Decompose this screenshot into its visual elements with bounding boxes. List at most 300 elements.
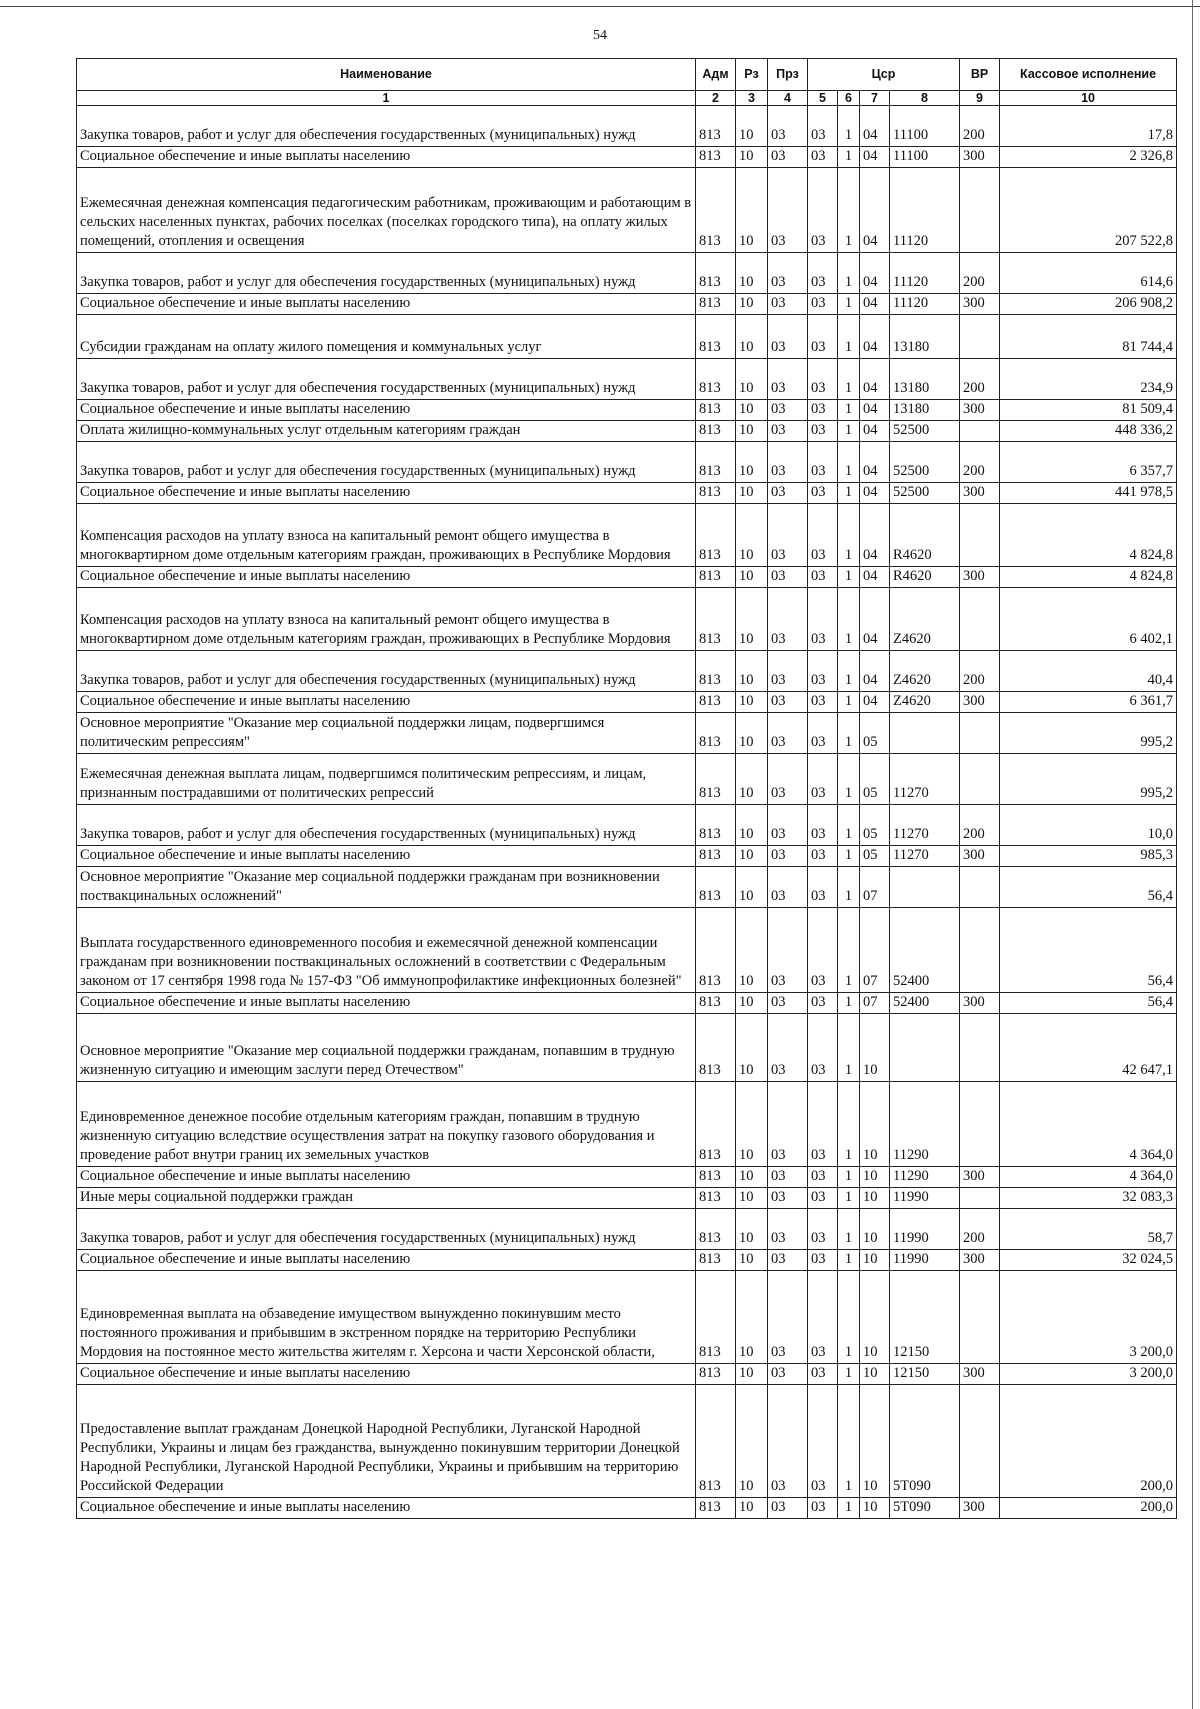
table-row xyxy=(77,315,1177,359)
row-csr-program: 03 xyxy=(808,359,838,400)
row-csr-program: 03 xyxy=(808,993,838,1014)
row-rz-code: 10 xyxy=(736,651,768,692)
header-vr: ВР xyxy=(960,59,1000,91)
row-adm-code: 813 xyxy=(696,1250,736,1271)
row-vr-code: 300 xyxy=(960,993,1000,1014)
row-csr-program: 03 xyxy=(808,1188,838,1209)
row-vr-code xyxy=(960,1188,1000,1209)
row-adm-code: 813 xyxy=(696,147,736,168)
scan-top-edge xyxy=(0,6,1200,7)
row-name: Единовременная выплата на обзаведение имуществом вынужденно покинувшим место постоянного проживания и прибывшим в экстренном порядке на территорию Республики Мордовия на постоянное место жительства жителям г. Херсона и части Херсонской области, xyxy=(77,1271,696,1364)
row-csr-subprogram: 1 xyxy=(838,421,860,442)
row-csr-event: 05 xyxy=(860,846,890,867)
row-vr-code: 300 xyxy=(960,692,1000,713)
row-adm-code: 813 xyxy=(696,908,736,993)
table-row xyxy=(77,400,1177,421)
row-csr-subprogram: 1 xyxy=(838,400,860,421)
row-vr-code: 300 xyxy=(960,147,1000,168)
table-row xyxy=(77,504,1177,567)
row-csr-direction: 11990 xyxy=(890,1188,960,1209)
row-csr-direction: 13180 xyxy=(890,400,960,421)
row-amount: 42 647,1 xyxy=(1000,1014,1177,1082)
header-amount: Кассовое исполнение xyxy=(1000,59,1177,91)
row-csr-program: 03 xyxy=(808,805,838,846)
row-name: Оплата жилищно-коммунальных услуг отдельным категориям граждан xyxy=(77,421,696,442)
row-amount: 448 336,2 xyxy=(1000,421,1177,442)
row-adm-code: 813 xyxy=(696,651,736,692)
row-rz-code: 10 xyxy=(736,1385,768,1498)
row-name: Основное мероприятие "Оказание мер социальной поддержки гражданам при возникновении поствакцинальных осложнений" xyxy=(77,867,696,908)
header-rz: Рз xyxy=(736,59,768,91)
row-csr-event: 07 xyxy=(860,993,890,1014)
row-rz-code: 10 xyxy=(736,147,768,168)
row-name: Основное мероприятие "Оказание мер социальной поддержки лицам, подвергшимся политическим репрессиям" xyxy=(77,713,696,754)
row-csr-subprogram: 1 xyxy=(838,294,860,315)
row-vr-code: 200 xyxy=(960,651,1000,692)
row-rz-code: 10 xyxy=(736,315,768,359)
row-csr-direction: 5T090 xyxy=(890,1498,960,1519)
row-prz-code: 03 xyxy=(768,1209,808,1250)
table-row xyxy=(77,483,1177,504)
row-prz-code: 03 xyxy=(768,588,808,651)
row-rz-code: 10 xyxy=(736,421,768,442)
row-name: Выплата государственного единовременного пособия и ежемесячной денежной компенсации гражданам при возникновении поствакцинальных осложнений в соответствии с Федеральным законом от 17 сентября 1998 года № 157-ФЗ "Об иммунопрофилактике инфекционных болезней" xyxy=(77,908,696,993)
row-csr-event: 10 xyxy=(860,1385,890,1498)
row-prz-code: 03 xyxy=(768,294,808,315)
row-name: Закупка товаров, работ и услуг для обеспечения государственных (муниципальных) нужд xyxy=(77,805,696,846)
row-adm-code: 813 xyxy=(696,1082,736,1167)
row-csr-subprogram: 1 xyxy=(838,442,860,483)
row-adm-code: 813 xyxy=(696,253,736,294)
row-csr-subprogram: 1 xyxy=(838,359,860,400)
row-csr-event: 10 xyxy=(860,1271,890,1364)
column-number: 5 xyxy=(808,91,838,106)
row-name: Закупка товаров, работ и услуг для обеспечения государственных (муниципальных) нужд xyxy=(77,442,696,483)
row-prz-code: 03 xyxy=(768,846,808,867)
row-amount: 4 364,0 xyxy=(1000,1167,1177,1188)
row-csr-direction: 11120 xyxy=(890,294,960,315)
row-csr-subprogram: 1 xyxy=(838,1250,860,1271)
row-name: Основное мероприятие "Оказание мер социальной поддержки гражданам, попавшим в трудную жизненную ситуацию и имеющим заслуги перед Отечеством" xyxy=(77,1014,696,1082)
row-adm-code: 813 xyxy=(696,713,736,754)
row-prz-code: 03 xyxy=(768,1250,808,1271)
row-name: Компенсация расходов на уплату взноса на капитальный ремонт общего имущества в многоквартирном доме отдельным категориям граждан, проживающих в Республике Мордовия xyxy=(77,504,696,567)
table-row xyxy=(77,1082,1177,1167)
row-csr-subprogram: 1 xyxy=(838,1271,860,1364)
row-name: Социальное обеспечение и иные выплаты населению xyxy=(77,1167,696,1188)
row-name: Закупка товаров, работ и услуг для обеспечения государственных (муниципальных) нужд xyxy=(77,253,696,294)
table-row xyxy=(77,1498,1177,1519)
row-csr-subprogram: 1 xyxy=(838,692,860,713)
row-rz-code: 10 xyxy=(736,567,768,588)
table-row xyxy=(77,1271,1177,1364)
row-csr-event: 04 xyxy=(860,692,890,713)
row-amount: 10,0 xyxy=(1000,805,1177,846)
row-amount: 4 824,8 xyxy=(1000,567,1177,588)
row-csr-subprogram: 1 xyxy=(838,805,860,846)
row-csr-direction: 52500 xyxy=(890,442,960,483)
row-csr-direction: 52500 xyxy=(890,483,960,504)
header-prz: Прз xyxy=(768,59,808,91)
row-vr-code xyxy=(960,1385,1000,1498)
row-csr-direction: 11100 xyxy=(890,106,960,147)
row-rz-code: 10 xyxy=(736,1188,768,1209)
table-row xyxy=(77,588,1177,651)
row-csr-program: 03 xyxy=(808,713,838,754)
row-csr-direction: 11120 xyxy=(890,253,960,294)
row-csr-subprogram: 1 xyxy=(838,1209,860,1250)
row-amount: 32 083,3 xyxy=(1000,1188,1177,1209)
row-amount: 200,0 xyxy=(1000,1498,1177,1519)
row-adm-code: 813 xyxy=(696,588,736,651)
row-adm-code: 813 xyxy=(696,846,736,867)
row-amount: 58,7 xyxy=(1000,1209,1177,1250)
row-prz-code: 03 xyxy=(768,442,808,483)
scan-right-edge xyxy=(1192,0,1193,1709)
row-adm-code: 813 xyxy=(696,442,736,483)
column-number: 8 xyxy=(890,91,960,106)
row-name: Закупка товаров, работ и услуг для обеспечения государственных (муниципальных) нужд xyxy=(77,106,696,147)
row-vr-code: 200 xyxy=(960,253,1000,294)
column-number: 7 xyxy=(860,91,890,106)
row-csr-program: 03 xyxy=(808,692,838,713)
row-csr-direction: 11270 xyxy=(890,805,960,846)
row-name: Закупка товаров, работ и услуг для обеспечения государственных (муниципальных) нужд xyxy=(77,359,696,400)
row-csr-event: 04 xyxy=(860,147,890,168)
row-name: Социальное обеспечение и иные выплаты населению xyxy=(77,400,696,421)
row-rz-code: 10 xyxy=(736,1271,768,1364)
row-csr-program: 03 xyxy=(808,1167,838,1188)
row-adm-code: 813 xyxy=(696,106,736,147)
row-rz-code: 10 xyxy=(736,588,768,651)
row-amount: 614,6 xyxy=(1000,253,1177,294)
row-name: Предоставление выплат гражданам Донецкой Народной Республики, Луганской Народной Республики, Украины и лицам без гражданства, вынужденно покинувшим территории Донецкой Народной Республики, Луганской Народной Республики, Украины и прибывшим на территорию Российской Федерации xyxy=(77,1385,696,1498)
row-csr-event: 04 xyxy=(860,421,890,442)
table-row xyxy=(77,908,1177,993)
row-csr-direction: Z4620 xyxy=(890,692,960,713)
row-csr-program: 03 xyxy=(808,846,838,867)
row-vr-code xyxy=(960,867,1000,908)
row-name: Ежемесячная денежная компенсация педагогическим работникам, проживающим и работающим в сельских населенных пунктах, рабочих поселках (поселках городского типа), на оплату жилых помещений, отопления и освещения xyxy=(77,168,696,253)
row-adm-code: 813 xyxy=(696,1188,736,1209)
row-adm-code: 813 xyxy=(696,1209,736,1250)
row-vr-code xyxy=(960,908,1000,993)
row-csr-subprogram: 1 xyxy=(838,1385,860,1498)
row-vr-code xyxy=(960,1014,1000,1082)
table-row xyxy=(77,294,1177,315)
table-row xyxy=(77,1167,1177,1188)
row-vr-code: 200 xyxy=(960,359,1000,400)
row-name: Социальное обеспечение и иные выплаты населению xyxy=(77,1498,696,1519)
row-vr-code xyxy=(960,1082,1000,1167)
column-number: 2 xyxy=(696,91,736,106)
row-prz-code: 03 xyxy=(768,1188,808,1209)
row-amount: 17,8 xyxy=(1000,106,1177,147)
row-csr-direction: R4620 xyxy=(890,504,960,567)
row-adm-code: 813 xyxy=(696,315,736,359)
row-csr-direction xyxy=(890,1014,960,1082)
row-prz-code: 03 xyxy=(768,993,808,1014)
row-name: Единовременное денежное пособие отдельным категориям граждан, попавшим в трудную жизненную ситуацию вследствие осуществления затрат на покупку газового оборудования и проведение работ внутри границ их земельных участков xyxy=(77,1082,696,1167)
row-rz-code: 10 xyxy=(736,1209,768,1250)
row-prz-code: 03 xyxy=(768,253,808,294)
row-csr-subprogram: 1 xyxy=(838,168,860,253)
row-csr-direction: 12150 xyxy=(890,1364,960,1385)
row-prz-code: 03 xyxy=(768,908,808,993)
row-rz-code: 10 xyxy=(736,483,768,504)
row-adm-code: 813 xyxy=(696,483,736,504)
row-amount: 3 200,0 xyxy=(1000,1364,1177,1385)
column-number: 4 xyxy=(768,91,808,106)
row-csr-program: 03 xyxy=(808,754,838,805)
row-rz-code: 10 xyxy=(736,106,768,147)
table-row xyxy=(77,713,1177,754)
row-csr-direction: 52400 xyxy=(890,993,960,1014)
row-csr-event: 10 xyxy=(860,1167,890,1188)
row-csr-event: 05 xyxy=(860,754,890,805)
row-adm-code: 813 xyxy=(696,1364,736,1385)
row-csr-program: 03 xyxy=(808,253,838,294)
row-vr-code: 200 xyxy=(960,106,1000,147)
row-csr-direction: 11270 xyxy=(890,846,960,867)
table-row xyxy=(77,1385,1177,1498)
header-name: Наименование xyxy=(77,59,696,91)
row-rz-code: 10 xyxy=(736,400,768,421)
row-csr-subprogram: 1 xyxy=(838,1167,860,1188)
row-rz-code: 10 xyxy=(736,805,768,846)
row-prz-code: 03 xyxy=(768,805,808,846)
row-vr-code: 200 xyxy=(960,442,1000,483)
row-adm-code: 813 xyxy=(696,754,736,805)
row-csr-direction: 12150 xyxy=(890,1271,960,1364)
row-csr-event: 04 xyxy=(860,651,890,692)
row-csr-event: 10 xyxy=(860,1498,890,1519)
table-row xyxy=(77,442,1177,483)
row-vr-code: 300 xyxy=(960,1167,1000,1188)
row-csr-program: 03 xyxy=(808,147,838,168)
row-csr-subprogram: 1 xyxy=(838,567,860,588)
table-row xyxy=(77,359,1177,400)
row-adm-code: 813 xyxy=(696,400,736,421)
row-amount: 6 361,7 xyxy=(1000,692,1177,713)
row-rz-code: 10 xyxy=(736,993,768,1014)
row-rz-code: 10 xyxy=(736,442,768,483)
row-csr-program: 03 xyxy=(808,1250,838,1271)
row-name: Социальное обеспечение и иные выплаты населению xyxy=(77,294,696,315)
row-prz-code: 03 xyxy=(768,1498,808,1519)
row-adm-code: 813 xyxy=(696,294,736,315)
table-row xyxy=(77,168,1177,253)
row-prz-code: 03 xyxy=(768,1082,808,1167)
row-prz-code: 03 xyxy=(768,147,808,168)
row-csr-event: 04 xyxy=(860,359,890,400)
row-vr-code: 200 xyxy=(960,1209,1000,1250)
row-csr-subprogram: 1 xyxy=(838,106,860,147)
row-csr-subprogram: 1 xyxy=(838,754,860,805)
row-csr-event: 10 xyxy=(860,1250,890,1271)
row-prz-code: 03 xyxy=(768,1167,808,1188)
table-row xyxy=(77,1209,1177,1250)
row-adm-code: 813 xyxy=(696,1498,736,1519)
row-csr-direction: 52400 xyxy=(890,908,960,993)
row-amount: 200,0 xyxy=(1000,1385,1177,1498)
row-vr-code: 300 xyxy=(960,846,1000,867)
row-prz-code: 03 xyxy=(768,106,808,147)
table-row xyxy=(77,106,1177,147)
row-prz-code: 03 xyxy=(768,1364,808,1385)
row-rz-code: 10 xyxy=(736,504,768,567)
table-row xyxy=(77,846,1177,867)
header-adm: Адм xyxy=(696,59,736,91)
row-csr-subprogram: 1 xyxy=(838,651,860,692)
row-csr-event: 04 xyxy=(860,253,890,294)
row-name: Компенсация расходов на уплату взноса на капитальный ремонт общего имущества в многоквартирном доме отдельным категориям граждан, проживающих в Республике Мордовия xyxy=(77,588,696,651)
row-csr-subprogram: 1 xyxy=(838,504,860,567)
row-amount: 4 824,8 xyxy=(1000,504,1177,567)
budget-execution-table xyxy=(76,58,1177,1519)
row-name: Иные меры социальной поддержки граждан xyxy=(77,1188,696,1209)
row-name: Социальное обеспечение и иные выплаты населению xyxy=(77,1364,696,1385)
row-csr-program: 03 xyxy=(808,442,838,483)
row-csr-subprogram: 1 xyxy=(838,253,860,294)
row-adm-code: 813 xyxy=(696,867,736,908)
row-prz-code: 03 xyxy=(768,692,808,713)
row-vr-code: 300 xyxy=(960,1364,1000,1385)
header-csr: Цср xyxy=(808,59,960,91)
row-csr-event: 04 xyxy=(860,315,890,359)
table-row xyxy=(77,1014,1177,1082)
row-vr-code: 300 xyxy=(960,1498,1000,1519)
row-csr-program: 03 xyxy=(808,1364,838,1385)
column-number: 9 xyxy=(960,91,1000,106)
row-csr-event: 04 xyxy=(860,294,890,315)
row-csr-subprogram: 1 xyxy=(838,315,860,359)
row-vr-code xyxy=(960,168,1000,253)
row-rz-code: 10 xyxy=(736,867,768,908)
row-amount: 6 357,7 xyxy=(1000,442,1177,483)
column-number-row xyxy=(77,91,1177,106)
row-adm-code: 813 xyxy=(696,567,736,588)
row-csr-direction: R4620 xyxy=(890,567,960,588)
row-csr-subprogram: 1 xyxy=(838,1082,860,1167)
row-csr-subprogram: 1 xyxy=(838,1364,860,1385)
column-number: 1 xyxy=(77,91,696,106)
row-csr-direction: 11120 xyxy=(890,168,960,253)
row-rz-code: 10 xyxy=(736,1498,768,1519)
row-adm-code: 813 xyxy=(696,421,736,442)
row-csr-event: 04 xyxy=(860,168,890,253)
row-vr-code: 300 xyxy=(960,567,1000,588)
row-name: Закупка товаров, работ и услуг для обеспечения государственных (муниципальных) нужд xyxy=(77,1209,696,1250)
row-csr-subprogram: 1 xyxy=(838,713,860,754)
row-csr-program: 03 xyxy=(808,1271,838,1364)
row-amount: 995,2 xyxy=(1000,754,1177,805)
row-vr-code xyxy=(960,713,1000,754)
row-amount: 32 024,5 xyxy=(1000,1250,1177,1271)
row-adm-code: 813 xyxy=(696,1014,736,1082)
row-rz-code: 10 xyxy=(736,846,768,867)
row-name: Социальное обеспечение и иные выплаты населению xyxy=(77,993,696,1014)
row-amount: 441 978,5 xyxy=(1000,483,1177,504)
row-name: Социальное обеспечение и иные выплаты населению xyxy=(77,147,696,168)
table-header xyxy=(77,59,1177,106)
row-rz-code: 10 xyxy=(736,359,768,400)
table-body xyxy=(77,106,1177,1519)
row-vr-code: 300 xyxy=(960,400,1000,421)
row-vr-code: 300 xyxy=(960,483,1000,504)
row-csr-direction: 11290 xyxy=(890,1082,960,1167)
row-adm-code: 813 xyxy=(696,1385,736,1498)
row-amount: 81 744,4 xyxy=(1000,315,1177,359)
row-csr-event: 05 xyxy=(860,805,890,846)
row-name: Социальное обеспечение и иные выплаты населению xyxy=(77,1250,696,1271)
column-number: 10 xyxy=(1000,91,1177,106)
row-csr-direction: 11290 xyxy=(890,1167,960,1188)
row-csr-subprogram: 1 xyxy=(838,993,860,1014)
row-amount: 206 908,2 xyxy=(1000,294,1177,315)
row-csr-direction: 13180 xyxy=(890,315,960,359)
page-number: 54 xyxy=(593,28,607,43)
row-prz-code: 03 xyxy=(768,1271,808,1364)
row-csr-program: 03 xyxy=(808,294,838,315)
row-name: Социальное обеспечение и иные выплаты населению xyxy=(77,692,696,713)
row-amount: 81 509,4 xyxy=(1000,400,1177,421)
table-row xyxy=(77,147,1177,168)
row-amount: 207 522,8 xyxy=(1000,168,1177,253)
row-prz-code: 03 xyxy=(768,504,808,567)
row-name: Социальное обеспечение и иные выплаты населению xyxy=(77,483,696,504)
row-csr-program: 03 xyxy=(808,400,838,421)
row-amount: 985,3 xyxy=(1000,846,1177,867)
row-csr-event: 10 xyxy=(860,1014,890,1082)
row-adm-code: 813 xyxy=(696,168,736,253)
row-csr-subprogram: 1 xyxy=(838,1014,860,1082)
row-csr-program: 03 xyxy=(808,315,838,359)
row-csr-subprogram: 1 xyxy=(838,1498,860,1519)
row-csr-program: 03 xyxy=(808,867,838,908)
row-vr-code: 200 xyxy=(960,805,1000,846)
row-csr-event: 04 xyxy=(860,483,890,504)
row-prz-code: 03 xyxy=(768,1014,808,1082)
row-csr-program: 03 xyxy=(808,421,838,442)
row-csr-event: 04 xyxy=(860,504,890,567)
row-vr-code: 300 xyxy=(960,294,1000,315)
table-row xyxy=(77,567,1177,588)
row-amount: 234,9 xyxy=(1000,359,1177,400)
row-csr-event: 04 xyxy=(860,588,890,651)
row-rz-code: 10 xyxy=(736,1014,768,1082)
row-csr-subprogram: 1 xyxy=(838,1188,860,1209)
row-rz-code: 10 xyxy=(736,253,768,294)
row-amount: 2 326,8 xyxy=(1000,147,1177,168)
row-rz-code: 10 xyxy=(736,713,768,754)
table-row xyxy=(77,421,1177,442)
row-csr-program: 03 xyxy=(808,1014,838,1082)
row-rz-code: 10 xyxy=(736,1364,768,1385)
row-csr-program: 03 xyxy=(808,1385,838,1498)
row-adm-code: 813 xyxy=(696,504,736,567)
row-amount: 56,4 xyxy=(1000,993,1177,1014)
row-csr-event: 07 xyxy=(860,908,890,993)
row-csr-event: 07 xyxy=(860,867,890,908)
row-csr-event: 10 xyxy=(860,1082,890,1167)
row-rz-code: 10 xyxy=(736,908,768,993)
table-row xyxy=(77,993,1177,1014)
row-csr-direction xyxy=(890,713,960,754)
row-name: Субсидии гражданам на оплату жилого помещения и коммунальных услуг xyxy=(77,315,696,359)
row-csr-direction xyxy=(890,867,960,908)
row-csr-subprogram: 1 xyxy=(838,147,860,168)
